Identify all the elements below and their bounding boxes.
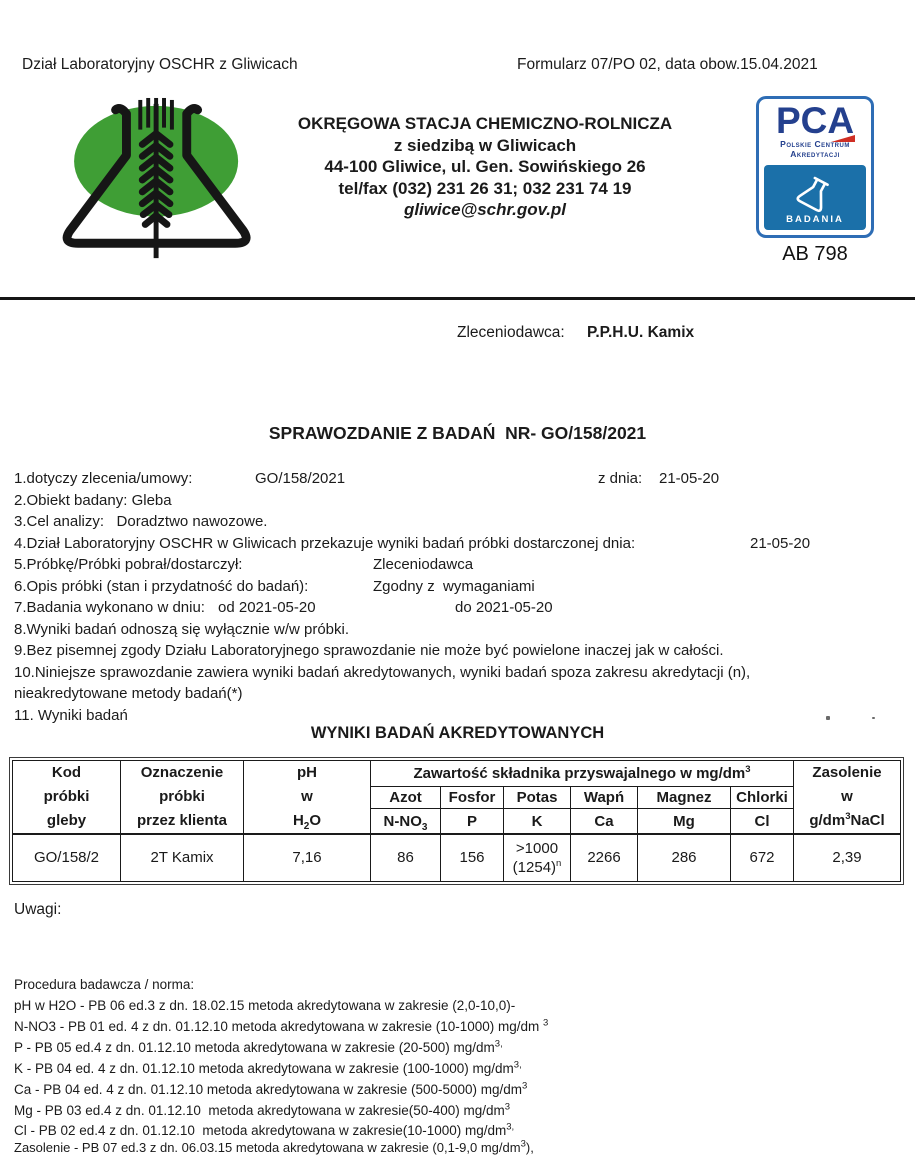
col-header-wapn: Wapń bbox=[571, 787, 638, 809]
item-8: 8.Wyniki badań odnoszą się wyłącznie w/w próbki. bbox=[14, 621, 350, 638]
procedure-line-ph: pH w H2O - PB 06 ed.3 z dn. 18.02.15 metoda akredytowana w zakresie (2,0-10,0)- bbox=[14, 998, 516, 1013]
item-10-line2: nieakredytowane metody badań(*) bbox=[14, 685, 243, 702]
pca-logo-text: PCA bbox=[775, 100, 855, 141]
pca-red-wedge-icon bbox=[831, 135, 855, 142]
pca-accreditation-badge bbox=[756, 96, 874, 238]
col-header-magnez: Magnez bbox=[638, 787, 731, 809]
item-2: 2.Obiekt badany: Gleba bbox=[14, 492, 172, 509]
procedure-line-ca: Ca - PB 04 ed. 4 z dn. 01.12.10 metoda akredytowana w zakresie (500-5000) $mg/dm^3$ bbox=[14, 1080, 528, 1097]
cell-potas-line2: $(1254)^n$ bbox=[512, 857, 562, 876]
station-address-block bbox=[250, 113, 720, 221]
form-number-label: Formularz 07/PO 02, data obow.15.04.2021 bbox=[517, 56, 818, 73]
cell-wapn: 2266 bbox=[571, 834, 638, 881]
procedure-line-mg: Mg - PB 03 ed.4 z dn. 01.12.10 metoda akredytowana w zakresie(50-400) $mg/dm^3$ bbox=[14, 1101, 511, 1118]
pca-flask-icon bbox=[793, 171, 837, 215]
col-header-client-designation-line: Oznaczenie bbox=[140, 764, 224, 781]
item-4-label: 4.Dział Laboratoryjny OSCHR w Gliwicach przekazuje wyniki badań próbki dostarczonej dnia: bbox=[14, 535, 636, 552]
station-city: z siedzibą w Gliwicach bbox=[393, 135, 577, 155]
col-header-sample-code-line: gleby bbox=[46, 812, 87, 829]
item-4-date-value: 21-05-20 bbox=[750, 535, 811, 552]
procedure-line-zasolenie: Zasolenie - PB 07 ed.3 z dn. 06.03.15 metoda akredytowana w zakresie (0,1-9,0 $mg/dm^3$), bbox=[14, 1138, 534, 1155]
results-heading: WYNIKI BADAŃ AKREDYTOWANYCH bbox=[310, 724, 605, 742]
col-symbol-ca: Ca bbox=[571, 809, 638, 834]
col-header-ph bbox=[244, 761, 371, 835]
cell-magnez: 286 bbox=[638, 834, 731, 881]
item-1-date-label: z dnia: bbox=[598, 470, 643, 487]
item-9: 9.Bez pisemnej zgody Działu Laboratoryjnego sprawozdanie nie może być powielone inaczej jak w całości. bbox=[14, 642, 724, 659]
cell-potas bbox=[504, 834, 571, 881]
procedures-heading: Procedura badawcza / norma: bbox=[14, 977, 195, 992]
item-1-date-value: 21-05-20 bbox=[659, 470, 720, 487]
cell-azot: 86 bbox=[371, 834, 441, 881]
station-phone: tel/fax (032) 231 26 31; 032 231 74 19 bbox=[338, 178, 632, 198]
procedure-line-p: P - PB 05 ed.4 z dn. 01.12.10 metoda akredytowana w zakresie (20-500) $mg/dm^{3,}$ bbox=[14, 1038, 503, 1055]
col-header-sample-code bbox=[13, 761, 121, 835]
procedure-line-cl: Cl - PB 02 ed.4 z dn. 01.12.10 metoda akredytowana w zakresie(10-1000) $mg/dm^{3,}$ bbox=[14, 1121, 515, 1138]
col-header-ph-line: $H_2O$ bbox=[292, 812, 322, 832]
col-header-salinity-line: Zasolenie bbox=[812, 764, 882, 781]
station-name: OKRĘGOWA STACJA CHEMICZNO-ROLNICZA bbox=[297, 114, 673, 133]
col-header-ph-line: pH bbox=[297, 764, 317, 781]
col-header-client-designation bbox=[121, 761, 244, 835]
col-header-salinity-line: w bbox=[841, 788, 853, 805]
notes-label: Uwagi: bbox=[14, 901, 62, 918]
cell-chlorki: 672 bbox=[731, 834, 794, 881]
horizontal-rule bbox=[0, 297, 915, 300]
col-header-client-designation-line: przez klienta bbox=[136, 812, 228, 829]
pca-name-line2: Akredytacji bbox=[790, 149, 840, 159]
item-1-label: 1.dotyczy zlecenia/umowy: bbox=[14, 470, 193, 487]
client-value: P.P.H.U. Kamix bbox=[587, 324, 695, 341]
item-7-to-date: do 2021-05-20 bbox=[455, 599, 553, 616]
col-header-salinity bbox=[794, 761, 901, 835]
col-header-sample-code-line: próbki bbox=[43, 788, 90, 805]
col-symbol-p: P bbox=[441, 809, 504, 834]
cell-client-designation: 2T Kamix bbox=[121, 834, 244, 881]
pca-badania-label: BADANIA bbox=[786, 214, 844, 225]
procedure-line-k: K - PB 04 ed. 4 z dn. 01.12.10 metoda akredytowana w zakresie (100-1000) $mg/dm^{3,}$ bbox=[14, 1059, 522, 1076]
table-row bbox=[13, 834, 901, 881]
item-6-value: Zgodny z wymaganiami bbox=[373, 578, 535, 595]
item-5-label: 5.Próbkę/Próbki pobrał/dostarczył: bbox=[14, 556, 243, 573]
cell-potas-line1: >1000 bbox=[515, 839, 559, 857]
report-title: SPRAWOZDANIE Z BADAŃ NR- GO/158/2021 bbox=[268, 423, 647, 443]
cell-zasolenie: 2,39 bbox=[794, 834, 901, 881]
station-street: 44-100 Gliwice, ul. Gen. Sowińskiego 26 bbox=[324, 157, 646, 176]
accreditation-number: AB 798 bbox=[782, 243, 848, 265]
pca-logo bbox=[759, 100, 871, 141]
col-header-chlorki: Chlorki bbox=[731, 787, 794, 809]
col-header-fosfor: Fosfor bbox=[441, 787, 504, 809]
col-header-potas: Potas bbox=[504, 787, 571, 809]
item-1-order-number: GO/158/2021 bbox=[255, 470, 346, 487]
item-3: 3.Cel analizy: Doradztwo nawozowe. bbox=[14, 513, 268, 530]
department-label: Dział Laboratoryjny OSCHR z Gliwicach bbox=[22, 56, 298, 73]
item-11: 11. Wyniki badań bbox=[14, 707, 128, 724]
scan-speck bbox=[826, 716, 830, 720]
cell-fosfor: 156 bbox=[441, 834, 504, 881]
col-group-header-nutrients: Zawartość składnika przyswajalnego w $mg/dm^3$ bbox=[371, 761, 794, 787]
item-5-value: Zleceniodawca bbox=[373, 556, 474, 573]
pca-badania-panel bbox=[764, 165, 866, 230]
col-symbol-k: K bbox=[504, 809, 571, 834]
item-10-line1: 10.Niniejsze sprawozdanie zawiera wyniki badań akredytowanych, wyniki badań spoza zakresu akredytacji (n), bbox=[14, 664, 751, 681]
client-label: Zleceniodawca: bbox=[457, 324, 565, 341]
col-header-salinity-line: $g/dm^3NaCl$ bbox=[809, 811, 885, 829]
cell-sample-code: GO/158/2 bbox=[13, 834, 121, 881]
scan-speck bbox=[872, 717, 875, 719]
pca-name-line1: Polskie Centrum bbox=[780, 139, 850, 149]
procedure-line-n-no3: N-NO3 - PB 01 ed. 4 z dn. 01.12.10 metoda akredytowana w zakresie (10-1000) mg/dm $^3$ bbox=[14, 1017, 549, 1034]
item-6-label: 6.Opis próbki (stan i przydatność do badań): bbox=[14, 578, 309, 595]
station-email: gliwice@schr.gov.pl bbox=[403, 200, 567, 219]
col-header-ph-line: w bbox=[301, 788, 313, 805]
results-table bbox=[12, 760, 901, 882]
col-header-sample-code-line: Kod bbox=[51, 764, 82, 781]
col-header-client-designation-line: próbki bbox=[159, 788, 205, 805]
cell-ph: 7,16 bbox=[244, 834, 371, 881]
col-header-azot: Azot bbox=[371, 787, 441, 809]
item-7-from-date: od 2021-05-20 bbox=[218, 599, 316, 616]
col-symbol-mg: Mg bbox=[638, 809, 731, 834]
col-symbol-n-no3: $N-NO_3$ bbox=[371, 809, 441, 834]
item-7-label: 7.Badania wykonano w dniu: bbox=[14, 599, 205, 616]
col-symbol-cl: Cl bbox=[731, 809, 794, 834]
